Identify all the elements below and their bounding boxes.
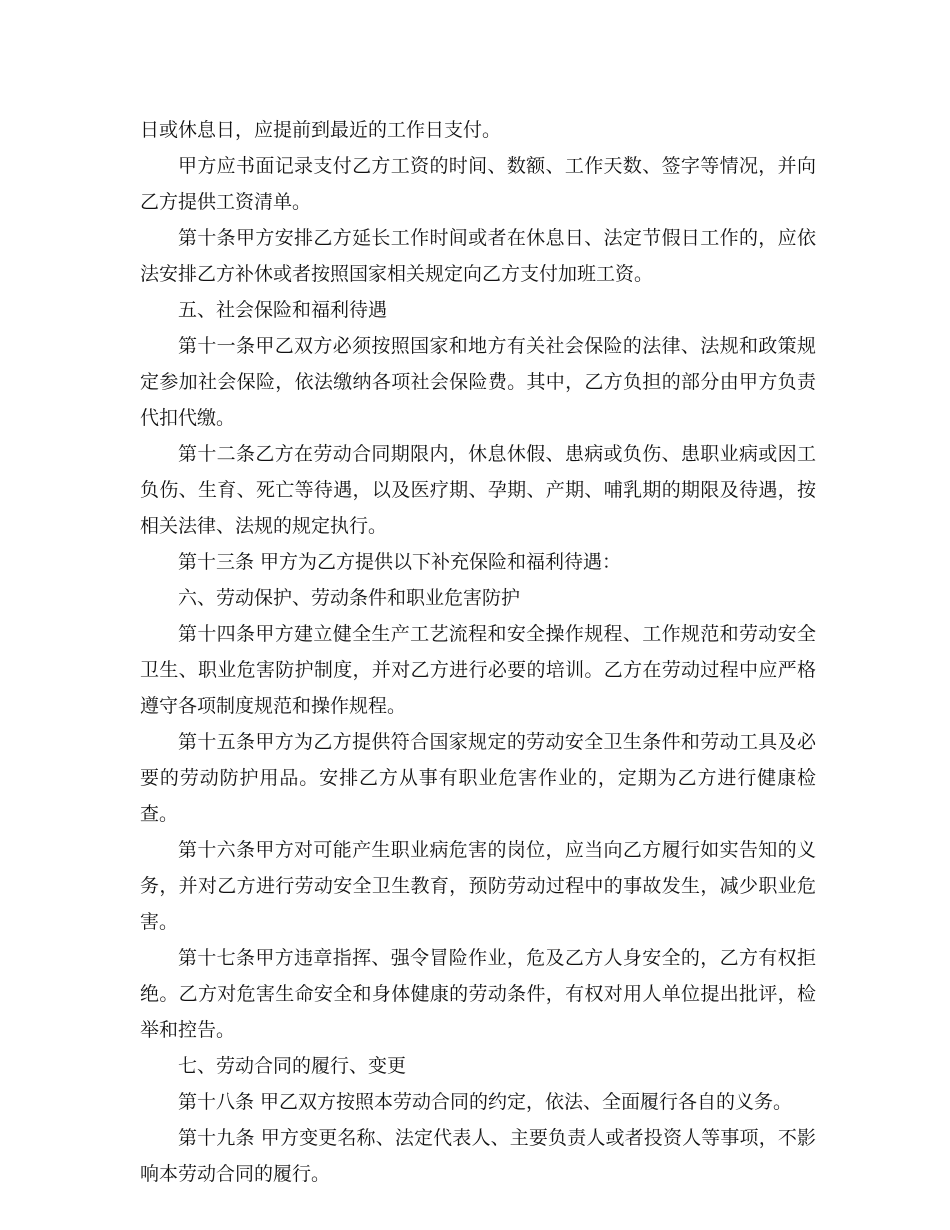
paragraph-wage-record: 甲方应书面记录支付乙方工资的时间、数额、工作天数、签字等情况，并向乙方提供工资清单。 — [140, 155, 816, 213]
paragraph-article-17: 第十七条甲方违章指挥、强令冒险作业，危及乙方人身安全的，乙方有权拒绝。乙方对危害生命安全和身体健康的劳动条件，有权对用人单位提出批评，检举和控告。 — [140, 947, 816, 1041]
paragraph-article-10: 第十条甲方安排乙方延长工作时间或者在休息日、法定节假日工作的，应依法安排乙方补休或者按照国家相关规定向乙方支付加班工资。 — [140, 227, 816, 285]
section-heading-6: 六、劳动保护、劳动条件和职业危害防护 — [178, 587, 521, 609]
paragraph-article-12: 第十二条乙方在劳动合同期限内，休息休假、患病或负伤、患职业病或因工负伤、生育、死亡等待遇，以及医疗期、孕期、产期、哺乳期的期限及待遇，按相关法律、法规的规定执行。 — [140, 443, 816, 537]
paragraph-article-13: 第十三条 甲方为乙方提供以下补充保险和福利待遇： — [178, 551, 622, 573]
paragraph-article-16: 第十六条甲方对可能产生职业病危害的岗位，应当向乙方履行如实告知的义务，并对乙方进行劳动安全卫生教育，预防劳动过程中的事故发生，减少职业危害。 — [140, 839, 816, 933]
paragraph-article-18: 第十八条 甲乙双方按照本劳动合同的约定，依法、全面履行各自的义务。 — [178, 1091, 793, 1113]
paragraph-continuation: 日或休息日，应提前到最近的工作日支付。 — [140, 119, 502, 141]
document-body — [140, 112, 816, 1192]
paragraph-article-14: 第十四条甲方建立健全生产工艺流程和安全操作规程、工作规范和劳动安全卫生、职业危害防护制度，并对乙方进行必要的培训。乙方在劳动过程中应严格遵守各项制度规范和操作规程。 — [140, 623, 816, 717]
paragraph-article-15: 第十五条甲方为乙方提供符合国家规定的劳动安全卫生条件和劳动工具及必要的劳动防护用品。安排乙方从事有职业危害作业的，定期为乙方进行健康检查。 — [140, 731, 816, 825]
paragraph-article-11: 第十一条甲乙双方必须按照国家和地方有关社会保险的法律、法规和政策规定参加社会保险，依法缴纳各项社会保险费。其中，乙方负担的部分由甲方负责代扣代缴。 — [140, 335, 816, 429]
section-heading-5: 五、社会保险和福利待遇 — [178, 299, 388, 321]
paragraph-article-19: 第十九条 甲方变更名称、法定代表人、主要负责人或者投资人等事项，不影响本劳动合同的履行。 — [140, 1127, 816, 1185]
section-heading-7: 七、劳动合同的履行、变更 — [178, 1055, 407, 1077]
